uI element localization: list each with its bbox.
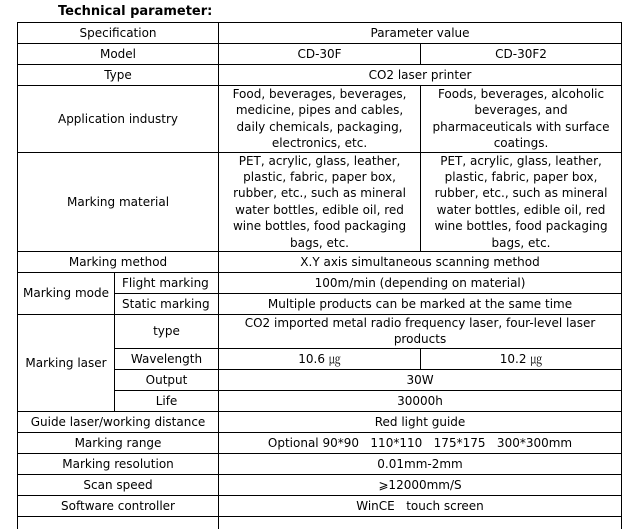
flight-marking-value: 100m/min (depending on material) bbox=[219, 273, 622, 294]
table-row bbox=[18, 44, 622, 65]
static-marking-value: Multiple products can be marked at the same time bbox=[219, 294, 622, 315]
software-value: WinCE touch screen bbox=[219, 495, 622, 516]
cut-off-cell bbox=[18, 516, 219, 529]
table-row bbox=[18, 411, 622, 432]
table-row bbox=[18, 252, 622, 273]
guide-value: Red light guide bbox=[219, 411, 622, 432]
application-b-value: Foods, beverages, alcoholic beverages, and pharmaceuticals with surface coatings. bbox=[421, 86, 622, 153]
guide-label: Guide laser/working distance bbox=[18, 411, 219, 432]
wavelength-b-value: 10.2 ㎍ bbox=[421, 348, 622, 369]
flight-marking-label: Flight marking bbox=[115, 273, 219, 294]
range-value: Optional 90*90 110*110 175*175 300*300mm bbox=[219, 432, 622, 453]
type-value: CO2 laser printer bbox=[219, 65, 622, 86]
output-label: Output bbox=[115, 369, 219, 390]
table-row bbox=[18, 453, 622, 474]
range-label: Marking range bbox=[18, 432, 219, 453]
header-specification: Specification bbox=[18, 23, 219, 44]
table-row bbox=[18, 65, 622, 86]
life-value: 30000h bbox=[219, 390, 622, 411]
cut-off-cell bbox=[219, 516, 622, 529]
laser-type-label: type bbox=[115, 315, 219, 349]
table-row bbox=[18, 495, 622, 516]
output-value: 30W bbox=[219, 369, 622, 390]
static-marking-label: Static marking bbox=[115, 294, 219, 315]
laser-type-value: CO2 imported metal radio frequency laser, four-level laser products bbox=[219, 315, 622, 349]
table-row bbox=[18, 152, 622, 251]
table-row bbox=[18, 86, 622, 153]
table-row bbox=[18, 474, 622, 495]
table-row bbox=[18, 23, 622, 44]
page-title: Technical parameter: bbox=[58, 4, 213, 19]
header-parameter-value: Parameter value bbox=[219, 23, 622, 44]
material-a-value: PET, acrylic, glass, leather, plastic, fabric, paper box, rubber, etc., such as mineral water bottles, edible oil, red wine bottles, food packaging bags, etc. bbox=[219, 152, 421, 251]
table-row bbox=[18, 315, 622, 349]
software-label: Software controller bbox=[18, 495, 219, 516]
method-label: Marking method bbox=[18, 252, 219, 273]
mode-label: Marking mode bbox=[18, 273, 115, 315]
laser-label: Marking laser bbox=[18, 315, 115, 412]
method-value: X.Y axis simultaneous scanning method bbox=[219, 252, 622, 273]
scan-speed-value: ⩾12000mm/S bbox=[219, 474, 622, 495]
scan-speed-label: Scan speed bbox=[18, 474, 219, 495]
type-label: Type bbox=[18, 65, 219, 86]
table-row bbox=[18, 516, 622, 529]
resolution-value: 0.01mm-2mm bbox=[219, 453, 622, 474]
model-label: Model bbox=[18, 44, 219, 65]
wavelength-label: Wavelength bbox=[115, 348, 219, 369]
resolution-label: Marking resolution bbox=[18, 453, 219, 474]
application-a-value: Food, beverages, beverages, medicine, pipes and cables, daily chemicals, packaging, electronics, etc. bbox=[219, 86, 421, 153]
technical-parameter-table bbox=[17, 22, 622, 529]
material-b-value: PET, acrylic, glass, leather, plastic, fabric, paper box, rubber, etc., such as mineral water bottles, edible oil, red wine bottles, food packaging bags, etc. bbox=[421, 152, 622, 251]
material-label: Marking material bbox=[18, 152, 219, 251]
application-label: Application industry bbox=[18, 86, 219, 153]
table-row bbox=[18, 273, 622, 294]
wavelength-a-value: 10.6 ㎍ bbox=[219, 348, 421, 369]
life-label: Life bbox=[115, 390, 219, 411]
model-b-value: CD-30F2 bbox=[421, 44, 622, 65]
table-row bbox=[18, 432, 622, 453]
model-a-value: CD-30F bbox=[219, 44, 421, 65]
